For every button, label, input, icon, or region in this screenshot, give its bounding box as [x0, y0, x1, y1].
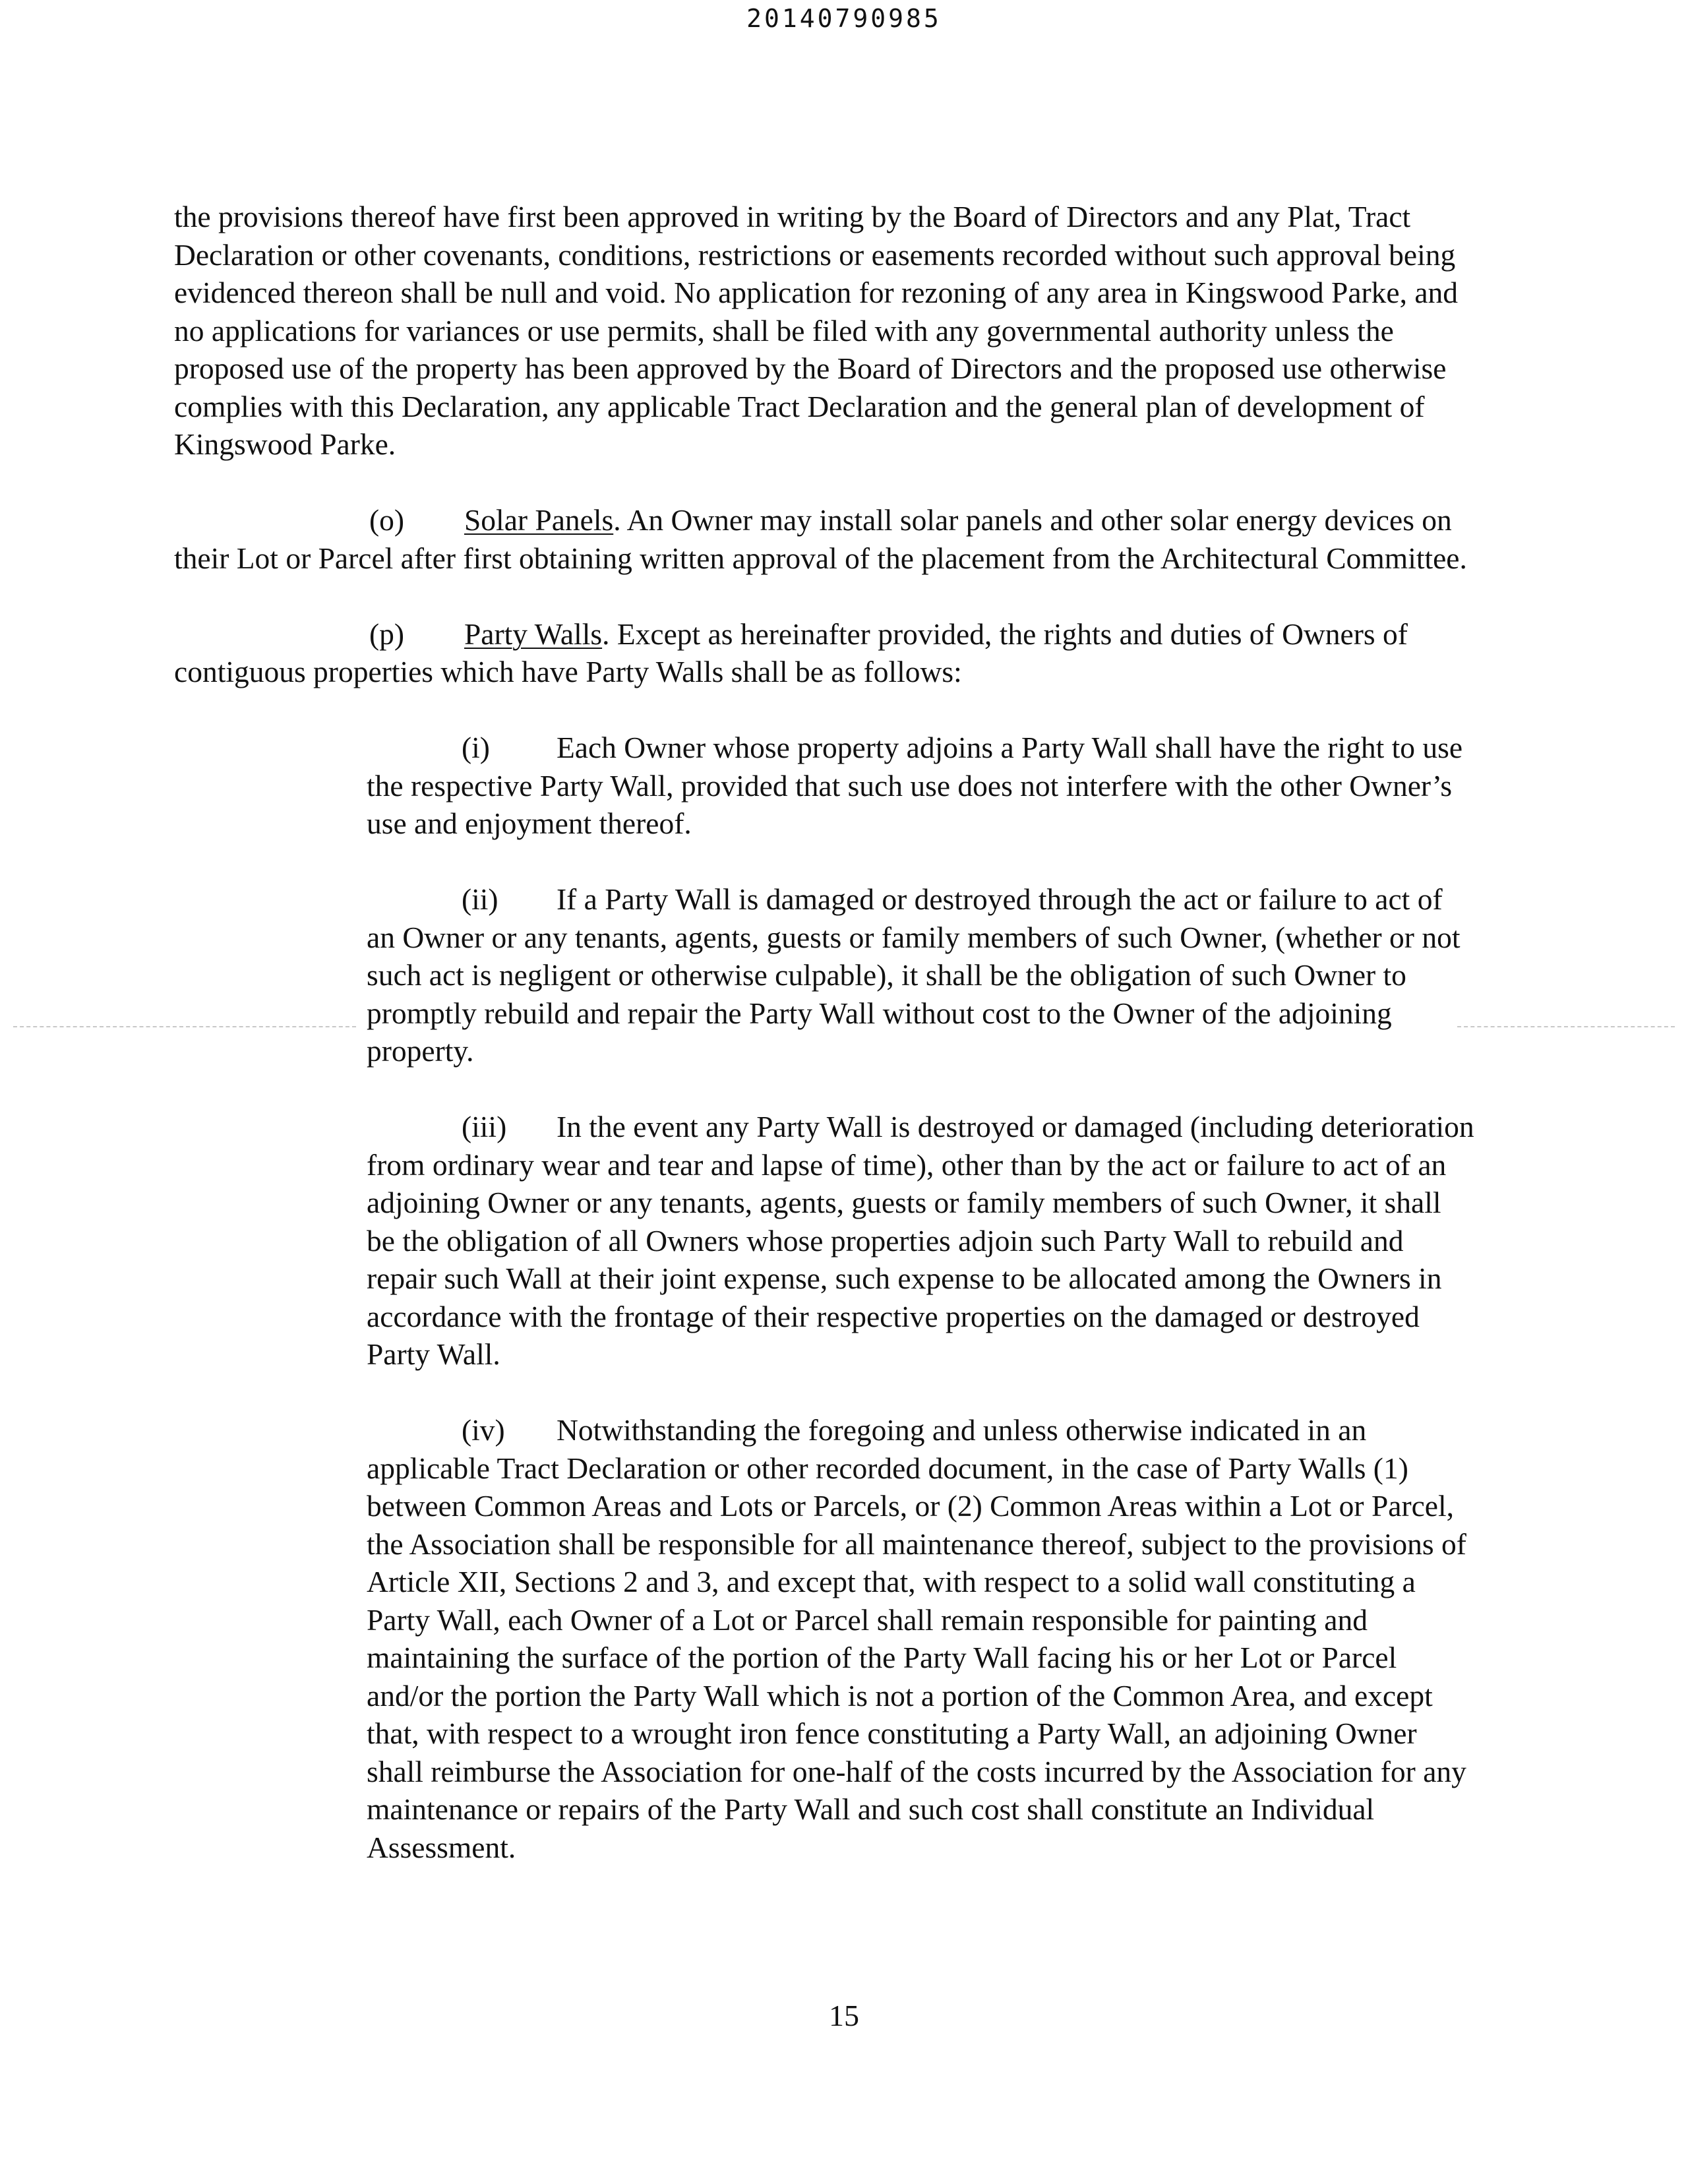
section-p-paragraph: [174, 615, 1474, 691]
section-marker: (o): [369, 503, 405, 537]
section-text: . An Owner may install solar panels and other solar energy devices on their Lot or Parcel after first obtaining written approval of the placement from the Architectural Committee.: [174, 503, 1467, 575]
scan-artifact-line-right: [1457, 1026, 1675, 1027]
subsection-ii-paragraph: [367, 880, 1474, 1070]
subsection-text: Each Owner whose property adjoins a Party Wall shall have the right to use the respective Party Wall, provided that such use does not interfere with the other Owner’s use and enjoyment thereof.: [367, 731, 1463, 840]
page-number: 15: [829, 1999, 859, 2032]
subsection-marker: (iii): [462, 1110, 507, 1143]
section-heading: Solar Panels: [464, 503, 614, 537]
subsection-marker: (i): [462, 731, 490, 764]
intro-paragraph: the provisions thereof have first been approved in writing by the Board of Directors and any Plat, Tract Declaration or other covenants, conditions, restrictions or easements recorded without such approval being evidenced thereon shall be null and void. No application for rezoning of any area in Kingswood Parke, and no applications for variances or use permits, shall be filed with any governmental authority unless the proposed use of the property has been approved by the Board of Directors and the proposed use otherwise complies with this Declaration, any applicable Tract Declaration and the general plan of development of Kingswood Parke.: [174, 200, 1459, 461]
scan-artifact-line-left: [13, 1026, 356, 1027]
section-heading: Party Walls: [464, 617, 603, 651]
section-marker: (p): [369, 617, 405, 651]
subsection-text: Notwithstanding the foregoing and unless otherwise indicated in an applicable Tract Declaration or other recorded document, in the case of Party Walls (1) between Common Areas and Lots or Parcels, or (2) Common Areas within a Lot or Parcel, the Association shall be responsible for all maintenance thereof, subject to the provisions of Article XII, Sections 2 and 3, and except that, with respect to a solid wall constituting a Party Wall, each Owner of a Lot or Parcel shall remain responsible for painting and maintaining the surface of the portion of the Party Wall facing his or her Lot or Parcel and/or the portion the Party Wall which is not a portion of the Common Area, and except that, with respect to a wrought iron fence constituting a Party Wall, an adjoining Owner shall reimburse the Association for one-half of the costs incurred by the Association for any maintenance or repairs of the Party Wall and such cost shall constitute an Individual Assessment.: [367, 1413, 1466, 1864]
subsection-iii-paragraph: [367, 1108, 1474, 1374]
document-body: [174, 198, 1474, 1866]
subsection-marker: (ii): [462, 882, 498, 916]
subsection-text: In the event any Party Wall is destroyed or damaged (including deterioration from ordinary wear and tear and lapse of time), other than by the act or failure to act of an adjoining Owner or any tenants, agents, guests or family members of such Owner, it shall be the obligation of all Owners whose properties adjoin such Party Wall to rebuild and repair such Wall at their joint expense, such expense to be allocated among the Owners in accordance with the frontage of their respective properties on the damaged or destroyed Party Wall.: [367, 1110, 1474, 1371]
subsection-i-paragraph: [367, 729, 1474, 843]
subsection-marker: (iv): [462, 1413, 505, 1447]
subsection-text: If a Party Wall is damaged or destroyed through the act or failure to act of an Owner or any tenants, agents, guests or family members of such Owner, (whether or not such act is negligent or otherwise culpable), it shall be the obligation of such Owner to promptly rebuild and repair the Party Wall without cost to the Owner of the adjoining property.: [367, 882, 1461, 1068]
section-o-paragraph: [174, 501, 1474, 577]
document-number: 20140790985: [746, 4, 942, 33]
subsection-iv-paragraph: [367, 1411, 1474, 1866]
section-text: . Except as hereinafter provided, the rights and duties of Owners of contiguous properties which have Party Walls shall be as follows:: [174, 617, 1408, 688]
